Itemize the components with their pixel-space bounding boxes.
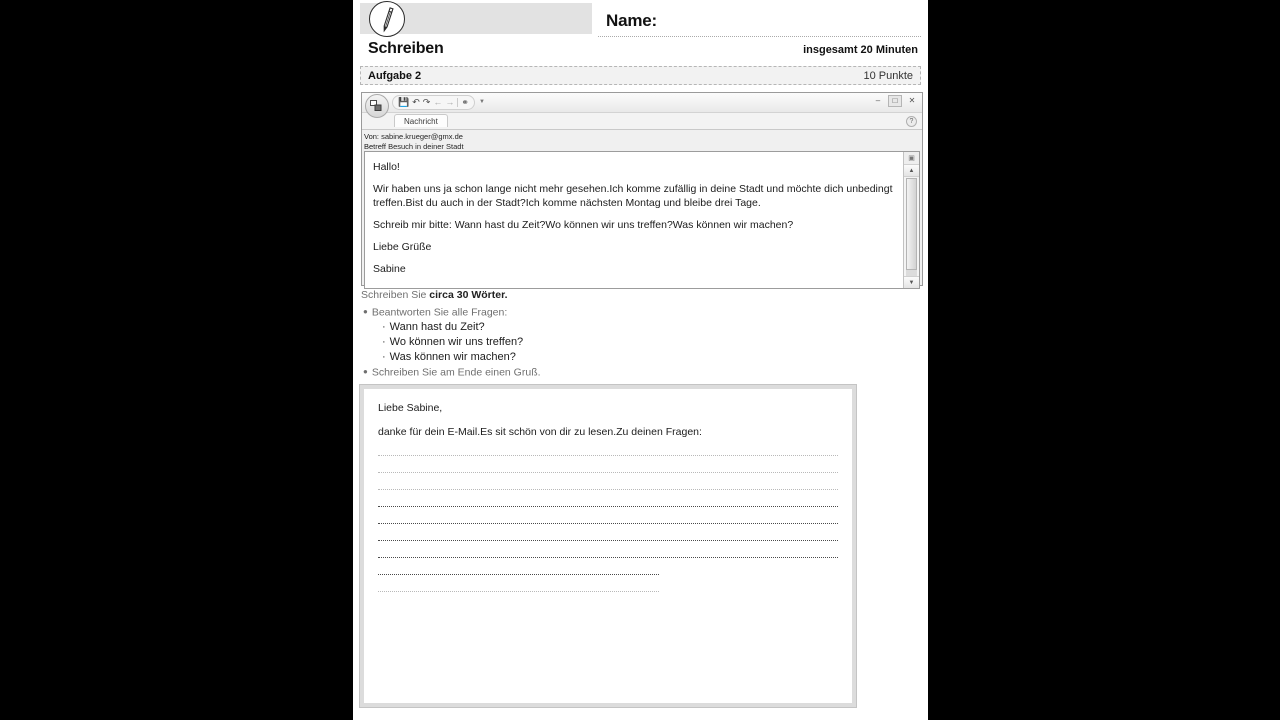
instruction-bullet-2 [361, 365, 921, 380]
question-item-2 [361, 335, 921, 350]
wordcount-value: circa 30 Wörter. [429, 289, 508, 301]
answer-salutation: Liebe Sabine, [378, 402, 443, 414]
mail-body-container [364, 151, 920, 289]
answer-blank-line[interactable] [378, 557, 838, 558]
instruction-bullet-1 [361, 305, 921, 320]
total-time-label: insgesamt 20 Minuten [803, 44, 918, 56]
scrollbar-track[interactable] [906, 178, 917, 276]
from-field-row [364, 132, 922, 142]
instruction-bullet-1-text: Beantworten Sie alle Fragen: [371, 306, 508, 319]
header-row-name [360, 0, 921, 40]
answer-blank-lines [378, 455, 838, 592]
instruction-bullet-2-text: Schreiben Sie am Ende einen Gruß. [371, 366, 541, 378]
subject-label: Betreff [364, 141, 386, 151]
email-client-window [361, 92, 923, 286]
sub-bullet-icon: · [382, 335, 386, 348]
scroll-down-arrow-icon[interactable]: ▼ [904, 276, 919, 288]
redo-icon[interactable]: ↷ [422, 97, 431, 107]
points-label: 10 Punkte [863, 70, 913, 82]
answer-box-inner [364, 389, 852, 703]
wordcount-prefix: Schreiben Sie [361, 289, 430, 301]
name-label: Name: [606, 11, 657, 30]
subject-field-row [364, 142, 922, 152]
from-value: sabine.krueger@gmx.de [381, 132, 463, 141]
page-title: Schreiben [368, 40, 444, 57]
bullet-dot-icon: ● [363, 307, 368, 316]
previous-icon[interactable]: ← [433, 97, 443, 107]
chevron-down-icon[interactable]: ▼ [479, 99, 485, 105]
answer-blank-line[interactable] [378, 574, 659, 575]
toolbar-divider [457, 98, 458, 107]
answer-blank-line[interactable] [378, 489, 838, 490]
bullet-dot-icon: ● [363, 366, 368, 376]
help-icon[interactable]: ? [906, 116, 917, 127]
question-1-text: Wann hast du Zeit? [389, 320, 485, 333]
pencil-in-circle-icon [369, 1, 405, 37]
window-controls [871, 95, 919, 107]
office-button-icon[interactable] [365, 94, 389, 118]
save-icon[interactable]: 💾 [398, 97, 410, 107]
close-icon[interactable]: ✕ [908, 96, 916, 105]
answer-blank-line[interactable] [378, 523, 838, 524]
sub-bullet-icon: · [382, 350, 386, 363]
mail-scrollbar[interactable] [903, 152, 919, 288]
from-label: Von: [364, 132, 380, 141]
quick-access-toolbar [392, 95, 475, 110]
question-2-text: Wo können wir uns treffen? [389, 335, 524, 348]
header-row-title [360, 40, 921, 63]
scrollbar-thumb[interactable] [906, 178, 917, 270]
scroll-up-arrow-icon[interactable]: ▲ [904, 165, 919, 177]
minimize-icon[interactable]: – [875, 96, 881, 105]
wordcount-instruction [361, 289, 921, 301]
mail-paragraph-1: Wir haben uns ja schon lange nicht mehr gesehen.Ich komme zufällig in deine Stadt und möchte dich unbedingt treffen.Bist du auch in der Stadt?Ich komme nächsten Montag und bleibe drei Tage. [373, 183, 893, 209]
answer-blank-line[interactable] [378, 472, 838, 473]
mail-closing: Liebe Grüße [373, 241, 432, 253]
undo-icon[interactable]: ↶ [412, 97, 420, 107]
scroll-corner-icon: ▣ [904, 152, 919, 165]
answer-blank-line[interactable] [378, 506, 838, 507]
mail-tab-row [362, 113, 922, 130]
next-icon[interactable]: → [445, 97, 455, 107]
attachment-icon[interactable]: ⚭ [461, 97, 469, 107]
answer-opening: danke für dein E-Mail.Es sit schön von dir zu lesen.Zu deinen Fragen: [378, 426, 702, 438]
task-bar [360, 66, 921, 85]
answer-blank-line[interactable] [378, 540, 838, 541]
maximize-icon[interactable]: □ [888, 95, 902, 107]
question-item-3 [361, 350, 921, 365]
mail-signature: Sabine [373, 263, 406, 275]
question-item-1 [361, 320, 921, 335]
answer-blank-line[interactable] [378, 455, 838, 456]
task-label: Aufgabe 2 [368, 70, 422, 82]
instructions-block [361, 289, 921, 379]
mail-header-fields [362, 130, 922, 150]
mail-titlebar [362, 93, 922, 113]
sub-bullet-icon: · [382, 320, 386, 333]
mail-greeting: Hallo! [373, 161, 400, 173]
worksheet-header [360, 0, 921, 85]
question-3-text: Was können wir machen? [389, 350, 516, 363]
name-write-line [598, 36, 921, 37]
mail-body-text [365, 152, 902, 288]
tab-nachricht[interactable]: Nachricht [394, 114, 448, 127]
answer-blank-line[interactable] [378, 591, 659, 592]
mail-paragraph-2: Schreib mir bitte: Wann hast du Zeit?Wo können wir uns treffen?Was können wir machen? [373, 219, 794, 231]
answer-box[interactable] [360, 385, 856, 707]
subject-value: Besuch in deiner Stadt [388, 141, 464, 151]
